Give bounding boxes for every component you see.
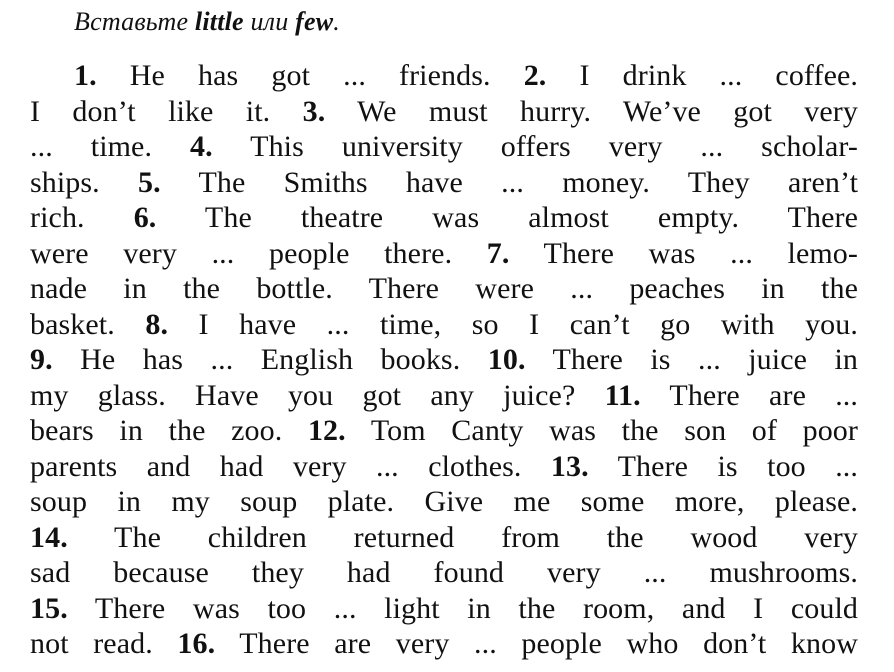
text-line bbox=[30, 520, 858, 556]
instruction-middle: или bbox=[243, 7, 296, 36]
text-segment: I don’t like it. bbox=[30, 94, 303, 128]
text-segment: ships. bbox=[30, 165, 139, 199]
item-number: 7. bbox=[486, 236, 510, 270]
text-segment: The theatre was almost empty. There bbox=[156, 201, 858, 234]
text-segment: nade in the bottle. There were ... peaches in the bbox=[30, 272, 858, 305]
instruction-suffix: . bbox=[333, 7, 340, 36]
text-line bbox=[30, 378, 858, 414]
text-line bbox=[30, 165, 858, 201]
item-number: 16. bbox=[177, 627, 216, 660]
text-segment: not read. bbox=[30, 627, 178, 660]
text-segment: There are very ... people who don’t know bbox=[215, 627, 858, 660]
text-line bbox=[30, 555, 858, 591]
item-number: 9. bbox=[30, 343, 53, 376]
text-line bbox=[30, 94, 858, 130]
exercise-text bbox=[30, 58, 858, 662]
text-segment: rich. bbox=[30, 201, 134, 234]
item-number: 10. bbox=[487, 343, 526, 376]
text-segment: This university offers very ... scholar- bbox=[212, 130, 858, 163]
item-number: 3. bbox=[302, 94, 326, 128]
text-line bbox=[30, 200, 858, 236]
text-segment: We must hurry. We’ve got very bbox=[325, 94, 858, 128]
text-segment: There are ... bbox=[640, 378, 858, 412]
text-segment: were very ... people there. bbox=[30, 236, 487, 270]
instruction-word-little: little bbox=[194, 7, 244, 36]
text-line bbox=[30, 484, 858, 520]
text-line bbox=[30, 591, 858, 627]
text-line bbox=[30, 307, 858, 343]
text-line bbox=[30, 626, 858, 662]
item-number: 4. bbox=[190, 130, 213, 163]
text-line bbox=[30, 58, 858, 94]
text-segment: parents and had very ... clothes. bbox=[30, 449, 551, 483]
item-number: 8. bbox=[145, 307, 169, 341]
item-number: 1. bbox=[74, 59, 97, 92]
item-number: 5. bbox=[138, 165, 161, 199]
text-segment: sad because they had found very ... mushrooms. bbox=[30, 556, 858, 589]
item-number: 6. bbox=[133, 201, 157, 234]
item-number: 2. bbox=[523, 59, 547, 92]
text-segment: There was too ... light in the room, and I could bbox=[67, 591, 858, 625]
item-number: 11. bbox=[604, 378, 641, 412]
text-line bbox=[30, 236, 858, 272]
instruction-prefix: Вставьте bbox=[74, 7, 195, 36]
exercise-instruction bbox=[74, 6, 340, 38]
text-segment: bears in the zoo. bbox=[30, 414, 308, 447]
text-segment: He has got ... friends. bbox=[96, 59, 524, 92]
text-line bbox=[30, 342, 858, 378]
text-line bbox=[30, 129, 858, 165]
text-segment: ... time. bbox=[30, 130, 191, 163]
item-number: 14. bbox=[30, 520, 68, 554]
item-number: 12. bbox=[307, 414, 346, 447]
item-number: 15. bbox=[30, 591, 68, 625]
text-segment: The children returned from the wood very bbox=[67, 520, 858, 554]
text-segment: I have ... time, so I can’t go with you. bbox=[168, 307, 858, 341]
text-segment: He has ... English books. bbox=[52, 343, 488, 376]
text-segment: There was ... lemo- bbox=[509, 236, 858, 270]
text-line bbox=[30, 449, 858, 485]
text-segment: There is ... juice in bbox=[525, 343, 859, 376]
text-segment: Tom Canty was the son of poor bbox=[345, 414, 858, 447]
text-segment: I drink ... coffee. bbox=[546, 59, 858, 92]
text-segment: The Smiths have ... money. They aren’t bbox=[160, 165, 859, 199]
instruction-word-few: few bbox=[295, 7, 334, 36]
item-number: 13. bbox=[550, 449, 589, 483]
text-segment: soup in my soup plate. Give me some more, please. bbox=[30, 485, 858, 518]
text-line bbox=[30, 271, 858, 307]
text-segment: my glass. Have you got any juice? bbox=[30, 378, 605, 412]
text-line bbox=[30, 413, 858, 449]
text-segment: There is too ... bbox=[588, 449, 858, 483]
text-segment: basket. bbox=[30, 307, 146, 341]
